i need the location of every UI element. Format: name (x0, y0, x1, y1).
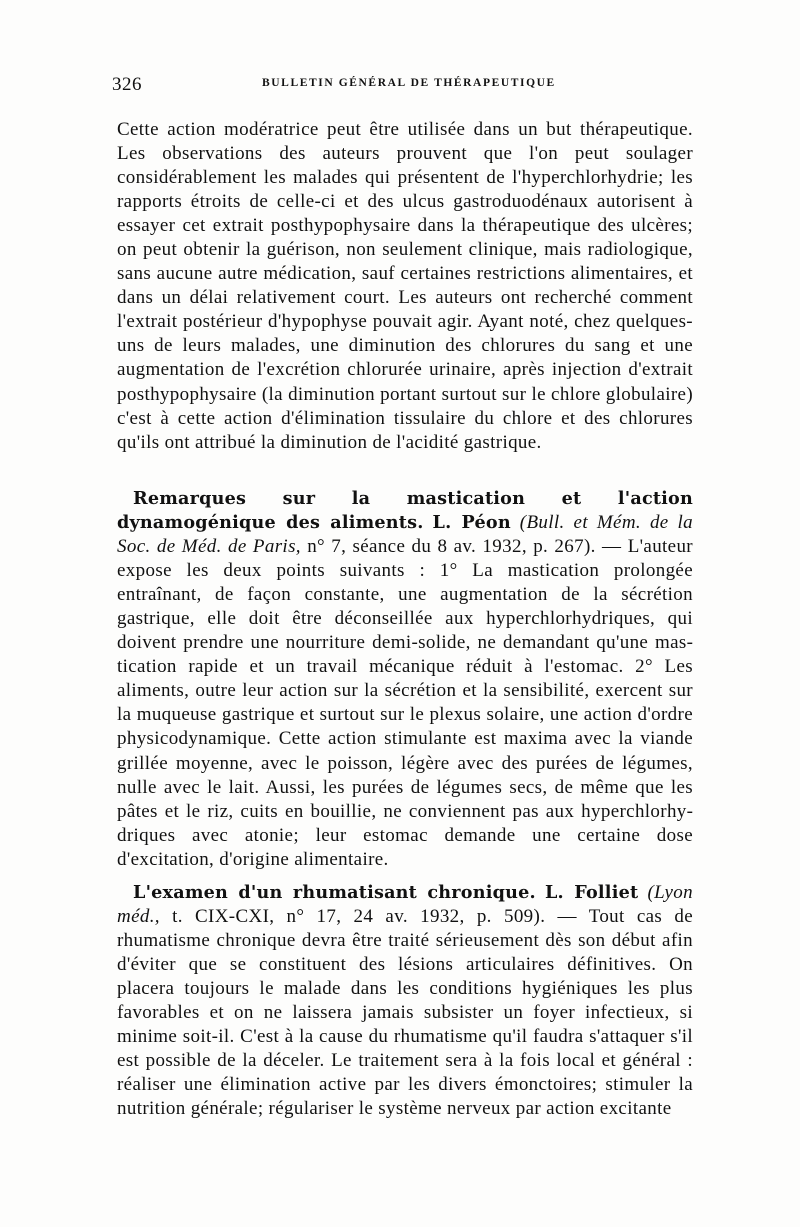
article-reference: t. CIX-CXI, n° 17, 24 av. 1932, p. 509). — (172, 906, 577, 928)
article-source: (Lyon méd., (117, 882, 693, 928)
article-title: L'examen d'un rhumatisant chronique. (133, 882, 536, 903)
article-author: L. Péon (432, 512, 511, 534)
article-paragraph (117, 487, 693, 872)
article-reference: n° 7, séance du 8 av. 1932, p. 267). — (307, 536, 622, 558)
article-mastication (117, 487, 693, 872)
continued-paragraph: Cette action modératrice peut être utilisée dans un but thérapeutique. Les observations des auteurs prouvent que l'on peut soulager considérablement les malades qui présentent de l'hyperchlorhydrie; les rapports étroits de celle-ci et des ulcus gastroduodénaux autorisent à essayer cet extrait posthypophysaire dans la thérapeutique des ulcères; on peut obtenir la guérison, non seulement clinique, mais radiologique, sans aucune autre médication, sauf certaines restrictions alimentaires, et dans un délai relativement court. Les auteurs ont recherché comment l'extrait postérieur d'hypophyse pouvait agir. Ayant noté, chez quelques-uns de leurs malades, une diminution des chlorures du sang et une augmentation de l'excrétion chlorurée urinaire, après injection d'extrait posthypophysaire (la diminution portant surtout sur le chlore globulaire) c'est à cette action d'élimination tissulaire du chlore et des chlorures qu'ils ont attribué la diminution de l'acidité gastrique. (117, 119, 693, 453)
article-body: Tout cas de rhumatisme chronique devra être traité sérieusement dès son début afin d'éviter que se constituent des lésions articulaires définitives. On placera toujours le malade dans les conditions hygiéniques les plus favorables et on ne laissera jamais subsister un foyer infectieux, si minime soit-il. C'est à la cause du rhumatisme qu'il faudra s'attaquer s'il est possible de la déceler. Le traitement sera à la fois local et général : réaliser une élimination active par les divers émonctoires; stimuler la nutrition générale; régulariser le système nerveux par action excitante (117, 906, 693, 1120)
article-title: Remarques sur la mastication et l'action dynamogénique des aliments. (117, 488, 693, 534)
article-body: L'auteur expose les deux points suivants : 1° La mastication prolongée entraînant, de façon constante, une augmentation de la sécrétion gastrique, elle doit être déconseillée aux hyperchlorhydriques, qui doivent prendre une nourriture demi-solide, ne demandant qu'une mastication rapide et un travail mécanique réduit à l'estomac. 2° Les aliments, outre leur action sur la sécrétion et la sensibilité, exercent sur la muqueuse gastrique et surtout sur le plexus solaire, une action d'ordre physicodynamique. Cette action stimulante est maxima avec la viande grillée moyenne, avec le poisson, légère avec des purées de légumes, nulle avec le lait. Aussi, les purées de légumes secs, de même que les pâtes et le riz, cuits en bouillie, ne conviennent pas aux hyperchlorhydriques avec atonie; leur estomac demande une certaine dose d'excitation, d'origine alimentaire. (117, 536, 693, 870)
article-rhumatisant (117, 881, 693, 1121)
article-author: L. Folliet (544, 882, 639, 903)
running-header (112, 74, 688, 96)
page-number: 326 (112, 74, 142, 95)
journal-title: BULLETIN GÉNÉRAL DE THÉRAPEUTIQUE (262, 77, 556, 89)
article-source: (Bull. et Mém. de la Soc. de Méd. de Paris, (117, 512, 693, 558)
article-paragraph (117, 881, 693, 1121)
